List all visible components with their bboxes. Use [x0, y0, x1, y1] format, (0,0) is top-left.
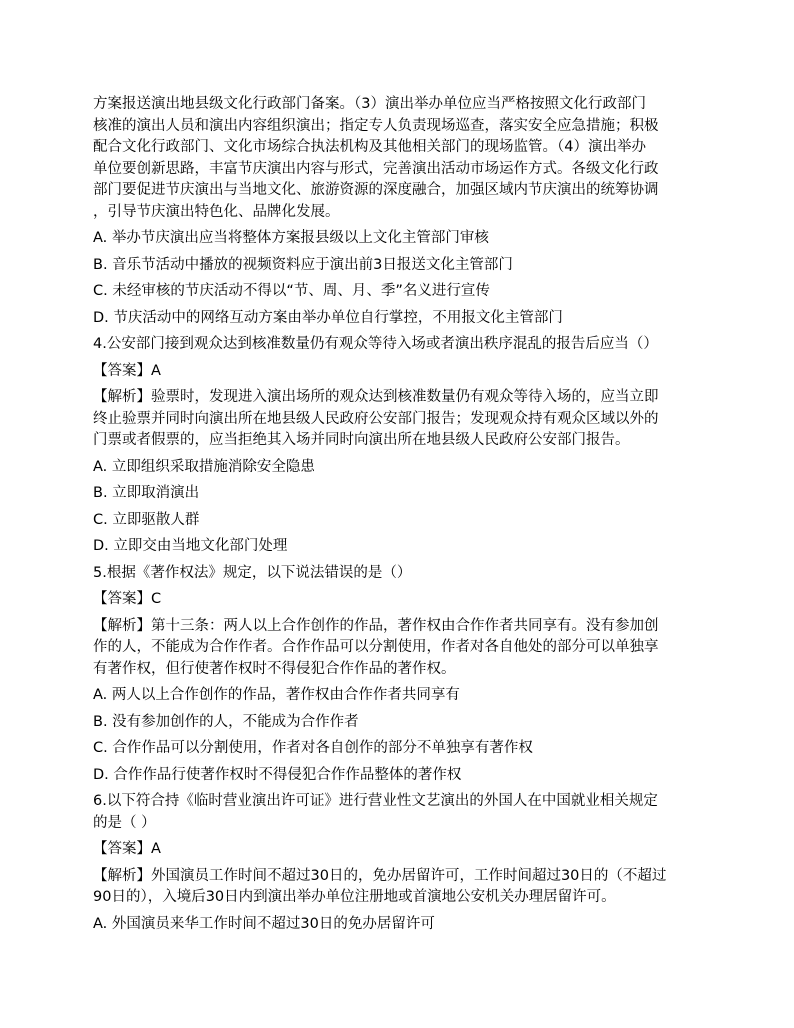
q3-option-c: C. 未经审核的节庆活动不得以“节、周、月、季”名义进行宣传	[93, 283, 490, 299]
q5-answer: 【答案】C	[93, 591, 162, 607]
q4-question: 4.公安部门接到观众达到核准数量仍有观众等待入场或者演出秩序混乱的报告后应当（）	[93, 336, 658, 352]
q5-option-b: B. 没有参加创作的人，不能成为合作作者	[93, 713, 359, 730]
question-5	[93, 563, 711, 787]
q4-answer: 【答案】A	[93, 362, 161, 379]
q4-option-a: A. 立即组织采取措施消除安全隐患	[93, 458, 315, 475]
q4-option-d: D. 立即交由当地文化部门处理	[93, 538, 288, 554]
q5-option-c: C. 合作作品可以分割使用，作者对各自创作的部分不单独享有著作权	[93, 740, 533, 756]
question-6	[93, 791, 711, 935]
q3-option-b: B. 音乐节活动中播放的视频资料应于演出前3日报送文化主管部门	[93, 256, 513, 273]
q4-option-b: B. 立即取消演出	[93, 485, 200, 501]
q3-options	[93, 228, 711, 329]
q5-option-d: D. 合作作品行使著作权时不得侵犯合作作品整体的著作权	[93, 766, 462, 783]
q6-explanation: 【解析】外国演员工作时间不超过30日的，免办居留许可，工作时间超过30日的（不超过 90日的），入境后30日内到演出举办单位注册地或首演地公安机关办理居留许可。	[93, 867, 667, 905]
question-4	[93, 334, 711, 558]
q3-option-d: D. 节庆活动中的网络互动方案由举办单位自行掌控，不用报文化主管部门	[93, 309, 563, 326]
q5-option-a: A. 两人以上合作创作的作品，著作权由合作作者共同享有	[93, 687, 460, 703]
q5-question: 5.根据《著作权法》规定，以下说法错误的是（）	[93, 564, 412, 581]
q6-answer: 【答案】A	[93, 841, 161, 857]
intro-paragraph: 方案报送演出地县级文化行政部门备案。（3）演出举办单位应当严格按照文化行政部门 核准的演出人员和演出内容组织演出；指定专人负责现场巡查，落实安全应急措施；积极 配合文化行政部门、文化市场综合执法机构及其他相关部门的现场监管。（4）演出举办 单位要创新思路，丰富节庆演出内容与形式，完善演出活动市场运作方式。各级文化行政 部门要促进节庆演出与当地文化、旅游资源的深度融合，加强区域内节庆演出的统筹协调 ，引导节庆演出特色化、品牌化发展。	[93, 96, 659, 220]
q3-option-a: A. 举办节庆演出应当将整体方案报县级以上文化主管部门审核	[93, 230, 489, 246]
q6-question: 6.以下符合持《临时营业演出许可证》进行营业性文艺演出的外国人在中国就业相关规定 的是（ ）	[93, 793, 658, 831]
q4-option-c: C. 立即驱散人群	[93, 511, 200, 528]
document-page	[93, 94, 711, 935]
q4-explanation: 【解析】验票时，发现进入演出场所的观众达到核准数量仍有观众等待入场的，应当立即 终止验票并同时向演出所在地县级人民政府公安部门报告；发现观众持有观众区域以外的 门票或者假票的，应当拒绝其入场并同时向演出所在地县级人民政府公安部门报告。	[93, 389, 659, 448]
q5-explanation: 【解析】第十三条：两人以上合作创作的作品，著作权由合作作者共同享有。没有参加创 作的人，不能成为合作作者。合作作品可以分割使用，作者对各自他处的部分可以单独享 有著作权，但行使著作权时不得侵犯合作作品的著作权。	[93, 617, 659, 677]
q6-option-a: A. 外国演员来华工作时间不超过30日的免办居留许可	[93, 915, 435, 932]
